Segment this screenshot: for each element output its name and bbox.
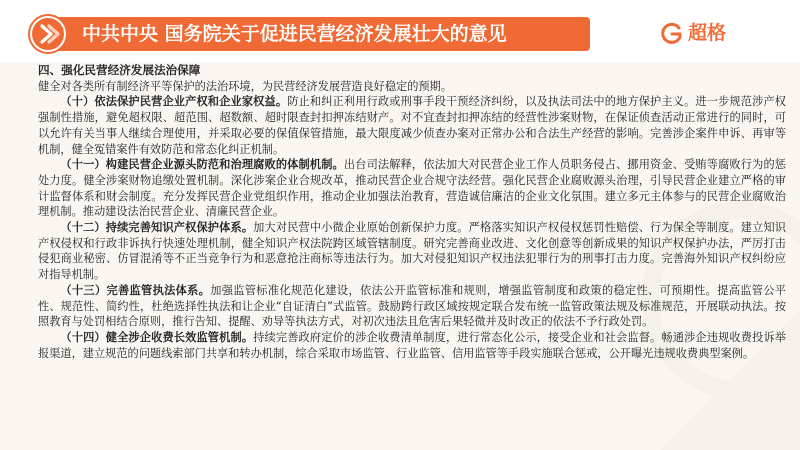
paragraph-12 — [38, 220, 786, 283]
paragraph-14 — [38, 330, 786, 361]
brand-logo-icon — [660, 22, 684, 46]
section-heading: 四、强化民营经济发展法治保障 — [38, 63, 201, 77]
paragraph-lead: （十一）构建民营企业源头防范和治理腐败的体制机制。 — [60, 158, 344, 172]
paragraph-lead: （十三）完善监管执法体系。 — [60, 283, 211, 297]
paragraph-body: 加强监管标准化规范化建设，依法公开监管标准和规则，增强监管制度和政策的稳定性、可预期性。提高监管公平性、规范性、简约性，杜绝选择性执法和让企业“自证清白”式监管。鼓励跨行政区域按规定联合发布统一监管政策法规及标准规范，开展联动执法。按照教育与处罚相结合原则，推行告知、提醒、劝导等执法方式，对初次违法且危害后果轻微并及时改正的依法不予行政处罚。 — [38, 283, 786, 329]
arrow-right-icon — [28, 14, 68, 54]
paragraph-lead: （十二）持续完善知识产权保护体系。 — [60, 221, 254, 235]
paragraph-body: 加大对民营中小微企业原始创新保护力度。严格落实知识产权侵权惩罚性赔偿、行为保全等制度。建立知识产权侵权和行政非诉执行快速处理机制，健全知识产权法院跨区域管辖制度。研究完善商业改进、文化创意等创新成果的知识产权保护办法，严厉打击侵犯商业秘密、仿冒混淆等不正当竞争行为和恶意抢注商标等违法行为。加大对侵犯知识产权违法犯罪行为的刑事打击力度。完善海外知识产权纠纷应对指导机制。 — [38, 221, 786, 282]
section-intro: 健全对各类所有制经济平等保护的法治环境，为民营经济发展营造良好稳定的预期。 — [38, 79, 452, 93]
page-title: 中共中央 国务院关于促进民营经济发展壮大的意见 — [82, 23, 507, 45]
paragraph-body: 持续完善政府定价的涉企收费清单制度，进行常态化公示，接受企业和社会监督。畅通涉企违规收费投诉举报渠道，建立规范的问题线索部门共享和转办机制，综合采取市场监管、行业监管、信用监管等手段实施联合惩戒，公开曝光违规收费典型案例。 — [38, 330, 786, 360]
content-area — [38, 63, 786, 361]
paragraph-13 — [38, 283, 786, 330]
paragraph-11 — [38, 157, 786, 220]
paragraph-body: 出台司法解释，依法加大对民营企业工作人员职务侵占、挪用资金、受贿等腐败行为的惩处力度。健全涉案财物追缴处置机制。深化涉案企业合规改革，推动民营企业合规守法经营。强化民营企业腐败源头治理，引导民营企业建立严格的审计监督体系和财会制度。充分发挥民营企业党组织作用，推动企业加强法治教育，营造诚信廉洁的企业文化氛围。建立多元主体参与的民营企业腐败治理机制。推动建设法治民营企业、清廉民营企业。 — [38, 158, 786, 219]
paragraph-lead: （十四）健全涉企收费长效监管机制。 — [60, 330, 254, 344]
paragraph-lead: （十）依法保护民营企业产权和企业家权益。 — [60, 95, 288, 109]
brand-name: 超格 — [688, 22, 727, 44]
header-bar — [0, 0, 800, 62]
paragraph-body: 防止和纠正利用行政或刑事手段干预经济纠纷，以及执法司法中的地方保护主义。进一步规范涉产权强制性措施，避免超权限、超范围、超数额、超时限查封扣押冻结财产。对不宜查封扣押冻结的经营性涉案财物，在保证侦查活动正常进行的同时，可以允许有关当事人继续合理使用，并采取必要的保值保管措施，最大限度减少侦查办案对正常办公和合法生产经营的影响。完善涉企案件申诉、再审等机制，健全冤错案件有效防范和常态化纠正机制。 — [38, 95, 786, 156]
paragraph-10 — [38, 94, 786, 157]
